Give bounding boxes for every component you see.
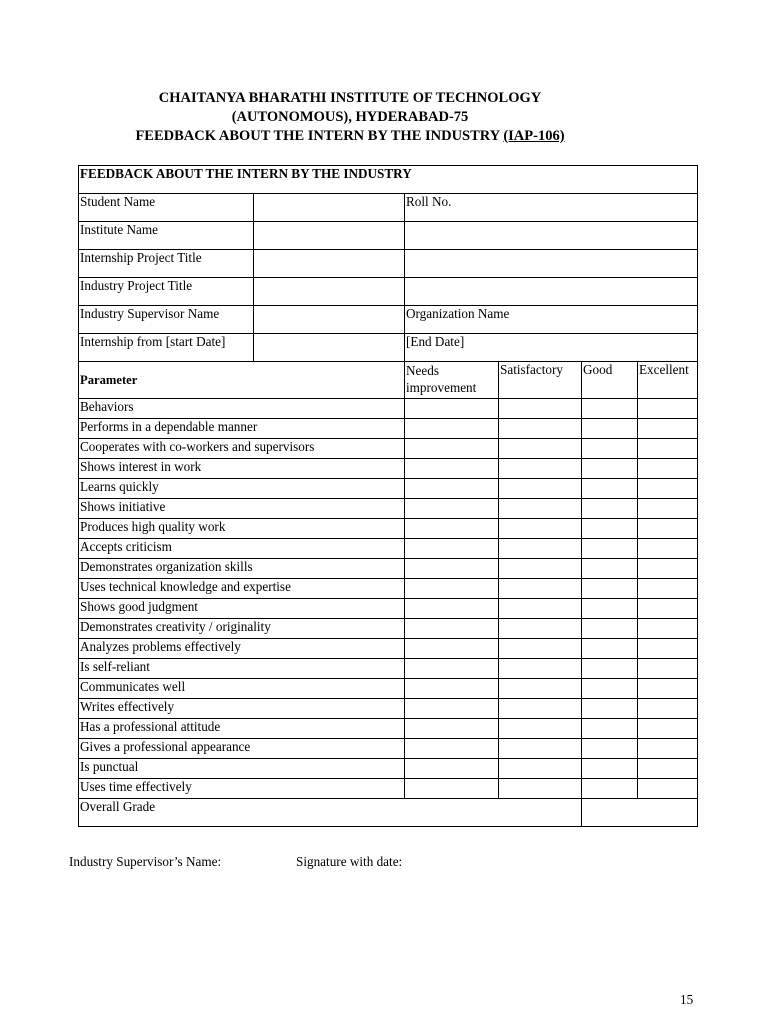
excellent-cell[interactable] bbox=[638, 759, 698, 779]
parameter-label: Uses time effectively bbox=[79, 779, 405, 799]
satisfactory-cell[interactable] bbox=[499, 539, 582, 559]
good-cell[interactable] bbox=[582, 459, 638, 479]
parameter-row bbox=[79, 639, 698, 659]
info-row bbox=[79, 306, 698, 334]
needs-improvement-cell[interactable] bbox=[405, 539, 499, 559]
needs-improvement-cell[interactable] bbox=[405, 639, 499, 659]
parameter-row bbox=[79, 679, 698, 699]
excellent-cell[interactable] bbox=[638, 599, 698, 619]
parameter-label: Gives a professional appearance bbox=[79, 739, 405, 759]
overall-grade-row bbox=[79, 799, 698, 827]
needs-improvement-cell[interactable] bbox=[405, 679, 499, 699]
parameter-row bbox=[79, 699, 698, 719]
parameter-row bbox=[79, 479, 698, 499]
info-label: Internship from [start Date] bbox=[79, 334, 254, 362]
excellent-cell[interactable] bbox=[638, 739, 698, 759]
excellent-cell[interactable] bbox=[638, 499, 698, 519]
info-row bbox=[79, 250, 698, 278]
needs-improvement-cell[interactable] bbox=[405, 579, 499, 599]
info-value-field[interactable] bbox=[254, 278, 405, 306]
good-cell[interactable] bbox=[582, 439, 638, 459]
parameter-row bbox=[79, 619, 698, 639]
needs-improvement-cell[interactable] bbox=[405, 479, 499, 499]
parameter-row bbox=[79, 599, 698, 619]
info-label: Institute Name bbox=[79, 222, 254, 250]
excellent-cell[interactable] bbox=[638, 579, 698, 599]
parameter-label: Is self-reliant bbox=[79, 659, 405, 679]
satisfactory-cell[interactable] bbox=[499, 659, 582, 679]
signature-row bbox=[69, 854, 402, 870]
excellent-cell[interactable] bbox=[638, 559, 698, 579]
good-cell[interactable] bbox=[582, 679, 638, 699]
satisfactory-cell[interactable] bbox=[499, 459, 582, 479]
parameter-label: Communicates well bbox=[79, 679, 405, 699]
parameter-label: Performs in a dependable manner bbox=[79, 419, 405, 439]
info-label: Industry Project Title bbox=[79, 278, 254, 306]
excellent-cell[interactable] bbox=[638, 539, 698, 559]
info-row bbox=[79, 334, 698, 362]
info-right-field[interactable]: Roll No. bbox=[405, 194, 698, 222]
satisfactory-cell[interactable] bbox=[499, 399, 582, 419]
needs-improvement-cell[interactable] bbox=[405, 619, 499, 639]
satisfactory-cell[interactable] bbox=[499, 479, 582, 499]
info-value-field[interactable] bbox=[254, 306, 405, 334]
table-title: FEEDBACK ABOUT THE INTERN BY THE INDUSTRY bbox=[79, 166, 698, 194]
good-cell[interactable] bbox=[582, 399, 638, 419]
good-cell[interactable] bbox=[582, 739, 638, 759]
parameter-label: Is punctual bbox=[79, 759, 405, 779]
satisfactory-cell[interactable] bbox=[499, 759, 582, 779]
needs-improvement-cell[interactable] bbox=[405, 419, 499, 439]
parameter-label: Shows interest in work bbox=[79, 459, 405, 479]
satisfactory-cell[interactable] bbox=[499, 619, 582, 639]
parameter-label: Shows initiative bbox=[79, 499, 405, 519]
excellent-cell[interactable] bbox=[638, 659, 698, 679]
good-cell[interactable] bbox=[582, 419, 638, 439]
info-label: Student Name bbox=[79, 194, 254, 222]
good-cell[interactable] bbox=[582, 499, 638, 519]
needs-improvement-cell[interactable] bbox=[405, 759, 499, 779]
institute-location: (AUTONOMOUS), HYDERABAD-75 bbox=[231, 109, 469, 125]
info-label: Industry Supervisor Name bbox=[79, 306, 254, 334]
good-cell[interactable] bbox=[582, 659, 638, 679]
excellent-cell[interactable] bbox=[638, 719, 698, 739]
parameter-row bbox=[79, 739, 698, 759]
satisfactory-cell[interactable] bbox=[499, 779, 582, 799]
parameter-row bbox=[79, 779, 698, 799]
good-cell[interactable] bbox=[582, 619, 638, 639]
parameter-row bbox=[79, 719, 698, 739]
good-header: Good bbox=[582, 362, 638, 399]
needs-improvement-cell[interactable] bbox=[405, 399, 499, 419]
satisfactory-cell[interactable] bbox=[499, 419, 582, 439]
overall-grade-field[interactable] bbox=[582, 799, 698, 827]
good-cell[interactable] bbox=[582, 699, 638, 719]
excellent-cell[interactable] bbox=[638, 519, 698, 539]
satisfactory-cell[interactable] bbox=[499, 439, 582, 459]
parameter-label: Shows good judgment bbox=[79, 599, 405, 619]
satisfactory-cell[interactable] bbox=[499, 719, 582, 739]
good-cell[interactable] bbox=[582, 779, 638, 799]
parameter-row bbox=[79, 559, 698, 579]
info-right-field[interactable] bbox=[405, 250, 698, 278]
excellent-cell[interactable] bbox=[638, 679, 698, 699]
good-cell[interactable] bbox=[582, 719, 638, 739]
needs-improvement-cell[interactable] bbox=[405, 719, 499, 739]
parameter-label: Demonstrates organization skills bbox=[79, 559, 405, 579]
info-right-field[interactable]: Organization Name bbox=[405, 306, 698, 334]
parameter-label: Uses technical knowledge and expertise bbox=[79, 579, 405, 599]
signature-label: Signature with date: bbox=[296, 854, 403, 869]
feedback-table bbox=[78, 165, 698, 827]
parameter-row bbox=[79, 659, 698, 679]
satisfactory-cell[interactable] bbox=[499, 699, 582, 719]
good-cell[interactable] bbox=[582, 579, 638, 599]
parameter-row bbox=[79, 459, 698, 479]
good-cell[interactable] bbox=[582, 759, 638, 779]
excellent-header: Excellent bbox=[638, 362, 698, 399]
needs-improvement-header: Needs improvement bbox=[405, 362, 499, 399]
institute-name: CHAITANYA BHARATHI INSTITUTE OF TECHNOLOGY bbox=[158, 90, 542, 106]
needs-improvement-cell[interactable] bbox=[405, 599, 499, 619]
satisfactory-cell[interactable] bbox=[499, 639, 582, 659]
good-cell[interactable] bbox=[582, 479, 638, 499]
needs-improvement-cell[interactable] bbox=[405, 519, 499, 539]
parameter-label: Learns quickly bbox=[79, 479, 405, 499]
excellent-cell[interactable] bbox=[638, 419, 698, 439]
needs-improvement-cell[interactable] bbox=[405, 779, 499, 799]
needs-improvement-cell[interactable] bbox=[405, 559, 499, 579]
good-cell[interactable] bbox=[582, 639, 638, 659]
info-right-field[interactable]: [End Date] bbox=[405, 334, 698, 362]
needs-improvement-cell[interactable] bbox=[405, 439, 499, 459]
info-value-field[interactable] bbox=[254, 222, 405, 250]
form-heading-text: FEEDBACK ABOUT THE INTERN BY THE INDUSTRY bbox=[135, 128, 504, 144]
satisfactory-cell[interactable] bbox=[499, 559, 582, 579]
excellent-cell[interactable] bbox=[638, 779, 698, 799]
satisfactory-cell[interactable] bbox=[499, 739, 582, 759]
parameter-label: Cooperates with co-workers and supervisors bbox=[79, 439, 405, 459]
excellent-cell[interactable] bbox=[638, 699, 698, 719]
excellent-cell[interactable] bbox=[638, 619, 698, 639]
parameter-row bbox=[79, 399, 698, 419]
parameter-row bbox=[79, 519, 698, 539]
satisfactory-cell[interactable] bbox=[499, 599, 582, 619]
satisfactory-cell[interactable] bbox=[499, 499, 582, 519]
excellent-cell[interactable] bbox=[638, 439, 698, 459]
excellent-cell[interactable] bbox=[638, 399, 698, 419]
info-row bbox=[79, 222, 698, 250]
needs-improvement-cell[interactable] bbox=[405, 459, 499, 479]
info-value-field[interactable] bbox=[254, 194, 405, 222]
parameter-row bbox=[79, 539, 698, 559]
parameter-label: Analyzes problems effectively bbox=[79, 639, 405, 659]
form-code: (IAP-106) bbox=[503, 128, 565, 144]
document-header bbox=[0, 89, 700, 146]
info-row bbox=[79, 278, 698, 306]
info-label: Internship Project Title bbox=[79, 250, 254, 278]
parameter-label: Behaviors bbox=[79, 399, 405, 419]
parameter-label: Produces high quality work bbox=[79, 519, 405, 539]
info-right-field[interactable] bbox=[405, 222, 698, 250]
good-cell[interactable] bbox=[582, 559, 638, 579]
info-right-field[interactable] bbox=[405, 278, 698, 306]
parameter-row bbox=[79, 499, 698, 519]
info-value-field[interactable] bbox=[254, 334, 405, 362]
good-cell[interactable] bbox=[582, 519, 638, 539]
excellent-cell[interactable] bbox=[638, 459, 698, 479]
form-heading bbox=[0, 127, 700, 146]
rating-header-row bbox=[79, 362, 698, 399]
satisfactory-cell[interactable] bbox=[499, 519, 582, 539]
satisfactory-cell[interactable] bbox=[499, 679, 582, 699]
excellent-cell[interactable] bbox=[638, 479, 698, 499]
parameter-label: Writes effectively bbox=[79, 699, 405, 719]
parameter-row bbox=[79, 419, 698, 439]
needs-improvement-cell[interactable] bbox=[405, 699, 499, 719]
page-number: 15 bbox=[680, 992, 694, 1007]
parameter-label: Demonstrates creativity / originality bbox=[79, 619, 405, 639]
parameter-row bbox=[79, 759, 698, 779]
info-value-field[interactable] bbox=[254, 250, 405, 278]
overall-grade-label: Overall Grade bbox=[79, 799, 582, 827]
parameter-row bbox=[79, 579, 698, 599]
needs-improvement-cell[interactable] bbox=[405, 499, 499, 519]
satisfactory-header: Satisfactory bbox=[499, 362, 582, 399]
parameter-row bbox=[79, 439, 698, 459]
excellent-cell[interactable] bbox=[638, 639, 698, 659]
parameter-label: Accepts criticism bbox=[79, 539, 405, 559]
needs-improvement-cell[interactable] bbox=[405, 739, 499, 759]
good-cell[interactable] bbox=[582, 599, 638, 619]
parameter-header: Parameter bbox=[79, 362, 405, 399]
satisfactory-cell[interactable] bbox=[499, 579, 582, 599]
needs-improvement-cell[interactable] bbox=[405, 659, 499, 679]
good-cell[interactable] bbox=[582, 539, 638, 559]
supervisor-name-label: Industry Supervisor’s Name: bbox=[69, 854, 222, 869]
parameter-label: Has a professional attitude bbox=[79, 719, 405, 739]
info-row bbox=[79, 194, 698, 222]
